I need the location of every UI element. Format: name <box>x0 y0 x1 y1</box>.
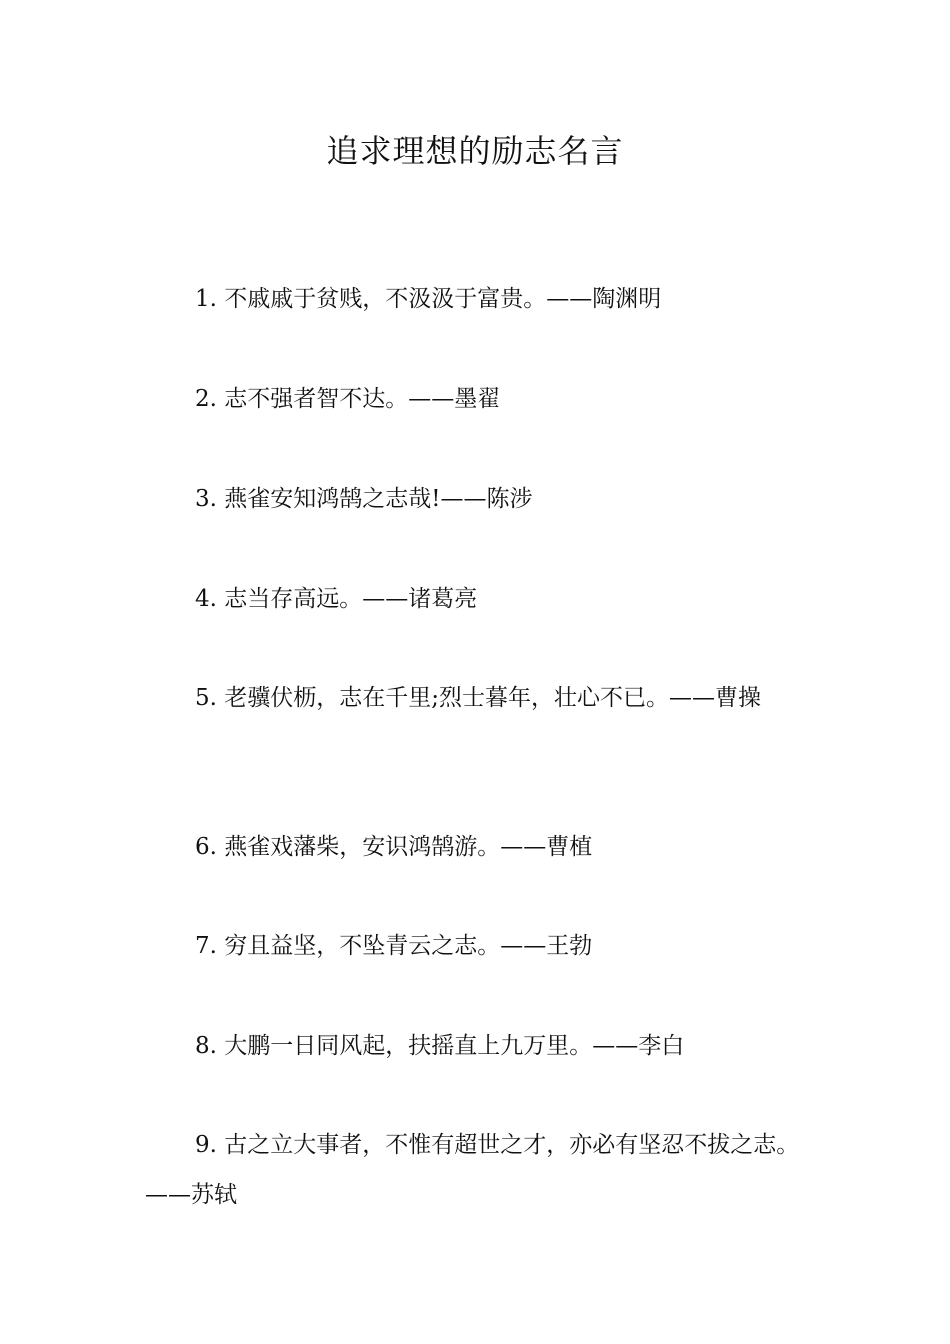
document-title: 追求理想的励志名言 <box>326 132 624 170</box>
quote-item-6: 6. 燕雀戏藩柴，安识鸿鹄游。——曹植 <box>195 834 593 860</box>
quote-item-3: 3. 燕雀安知鸿鹄之志哉!——陈涉 <box>195 486 533 512</box>
quote-item-7: 7. 穷且益坚，不坠青云之志。——王勃 <box>195 933 593 959</box>
quote-item-4: 4. 志当存高远。——诸葛亮 <box>195 586 478 612</box>
quote-item-5: 5. 老骥伏枥，志在千里;烈士暮年，壮心不已。——曹操 <box>195 685 762 711</box>
quote-item-8: 8. 大鹏一日同风起，扶摇直上九万里。——李白 <box>195 1033 685 1059</box>
quote-item-9: 9. 古之立大事者，不惟有超世之才，亦必有坚忍不拔之志。——苏轼 <box>145 1132 800 1208</box>
quote-item-1: 1. 不戚戚于贫贱，不汲汲于富贵。——陶渊明 <box>195 286 662 312</box>
quote-item-2: 2. 志不强者智不达。——墨翟 <box>195 386 501 412</box>
